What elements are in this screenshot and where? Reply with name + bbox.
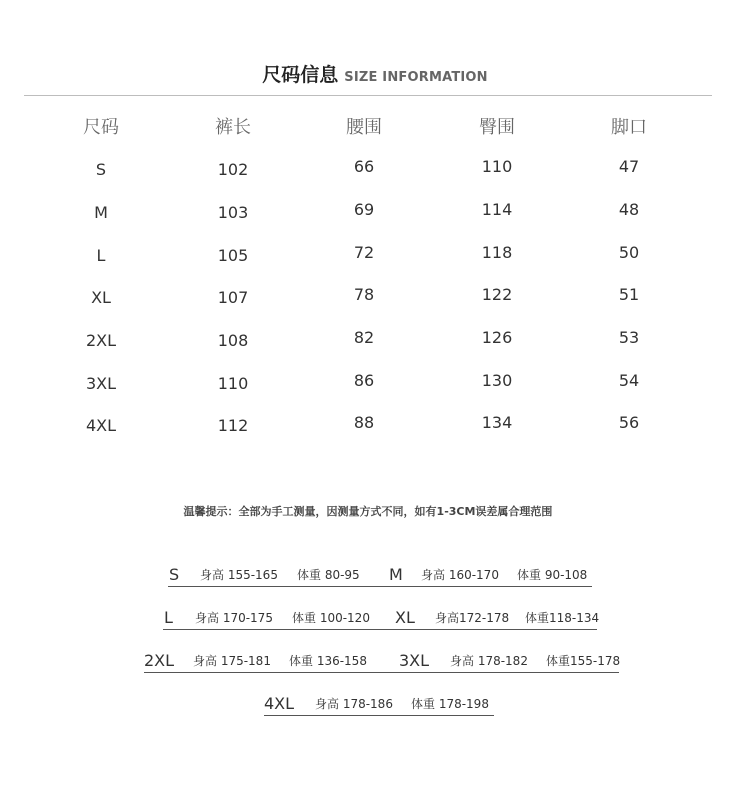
cell-waist: 86 — [353, 371, 375, 390]
cell-hip: 114 — [481, 200, 513, 219]
header-length: 裤长 — [215, 117, 251, 138]
cell-waist: 78 — [353, 285, 375, 304]
title-english: SIZE INFORMATION — [344, 70, 488, 85]
cell-length: 105 — [217, 246, 249, 265]
fit-height: 身高 178-182 — [450, 654, 528, 668]
cell-length: 103 — [217, 203, 249, 222]
fit-weight: 体重 178-198 — [411, 697, 489, 711]
cell-waist: 88 — [353, 413, 375, 432]
header-size: 尺码 — [83, 117, 119, 138]
page-title — [0, 60, 750, 87]
measurement-note: 温馨提示：全部为手工测量，因测量方式不同，如有1-3CM误差属合理范围 — [183, 505, 553, 518]
cell-hip: 130 — [481, 371, 513, 390]
header-waist: 腰围 — [346, 117, 382, 138]
fit-line — [163, 608, 600, 630]
cell-size: 4XL — [85, 416, 117, 435]
cell-hem: 47 — [618, 157, 640, 176]
fit-size: S — [169, 565, 180, 584]
fit-size: 4XL — [264, 694, 295, 713]
cell-hip: 118 — [481, 243, 513, 262]
cell-size: M — [94, 203, 108, 222]
cell-size: L — [96, 246, 106, 265]
cell-size: 3XL — [85, 374, 117, 393]
fit-height: 身高 175-181 — [193, 654, 271, 668]
cell-hem: 50 — [618, 243, 640, 262]
cell-waist: 66 — [353, 157, 375, 176]
cell-hem: 51 — [618, 285, 640, 304]
cell-length: 102 — [217, 160, 249, 179]
cell-size: 2XL — [85, 331, 117, 350]
cell-hem: 54 — [618, 371, 640, 390]
fit-weight: 体重 136-158 — [289, 654, 367, 668]
cell-size: XL — [91, 288, 111, 307]
fit-size: XL — [395, 608, 415, 627]
title-divider — [24, 95, 712, 96]
fit-size: 2XL — [144, 651, 175, 670]
title-chinese: 尺码信息 — [262, 64, 339, 86]
header-hip: 臀围 — [479, 117, 515, 138]
fit-height: 身高172-178 — [435, 611, 510, 625]
fit-height: 身高 160-170 — [421, 568, 499, 582]
fit-weight: 体重 100-120 — [292, 611, 370, 625]
header-hem: 脚口 — [611, 117, 647, 138]
fit-size: L — [164, 608, 173, 627]
fit-weight: 体重118-134 — [525, 611, 600, 625]
fit-height: 身高 178-186 — [315, 697, 393, 711]
cell-waist: 72 — [353, 243, 375, 262]
fit-line — [168, 567, 592, 587]
cell-length: 107 — [217, 288, 249, 307]
cell-length: 108 — [217, 331, 249, 350]
cell-hem: 53 — [618, 328, 640, 347]
cell-hem: 48 — [618, 200, 640, 219]
cell-hip: 122 — [481, 285, 513, 304]
fit-height: 身高 170-175 — [195, 611, 273, 625]
fit-line — [264, 696, 494, 716]
cell-length: 110 — [217, 374, 249, 393]
fit-line — [144, 653, 619, 673]
fit-weight: 体重 80-95 — [297, 568, 360, 582]
cell-hip: 126 — [481, 328, 513, 347]
fit-size: 3XL — [399, 651, 430, 670]
cell-hip: 110 — [481, 157, 513, 176]
cell-length: 112 — [217, 416, 249, 435]
fit-weight: 体重 90-108 — [517, 568, 588, 582]
cell-hem: 56 — [618, 413, 640, 432]
cell-size: S — [95, 160, 107, 179]
cell-waist: 82 — [353, 328, 375, 347]
fit-weight: 体重155-178 — [546, 654, 621, 668]
cell-waist: 69 — [353, 200, 375, 219]
fit-size: M — [389, 565, 403, 584]
fit-height: 身高 155-165 — [200, 568, 278, 582]
cell-hip: 134 — [481, 413, 513, 432]
